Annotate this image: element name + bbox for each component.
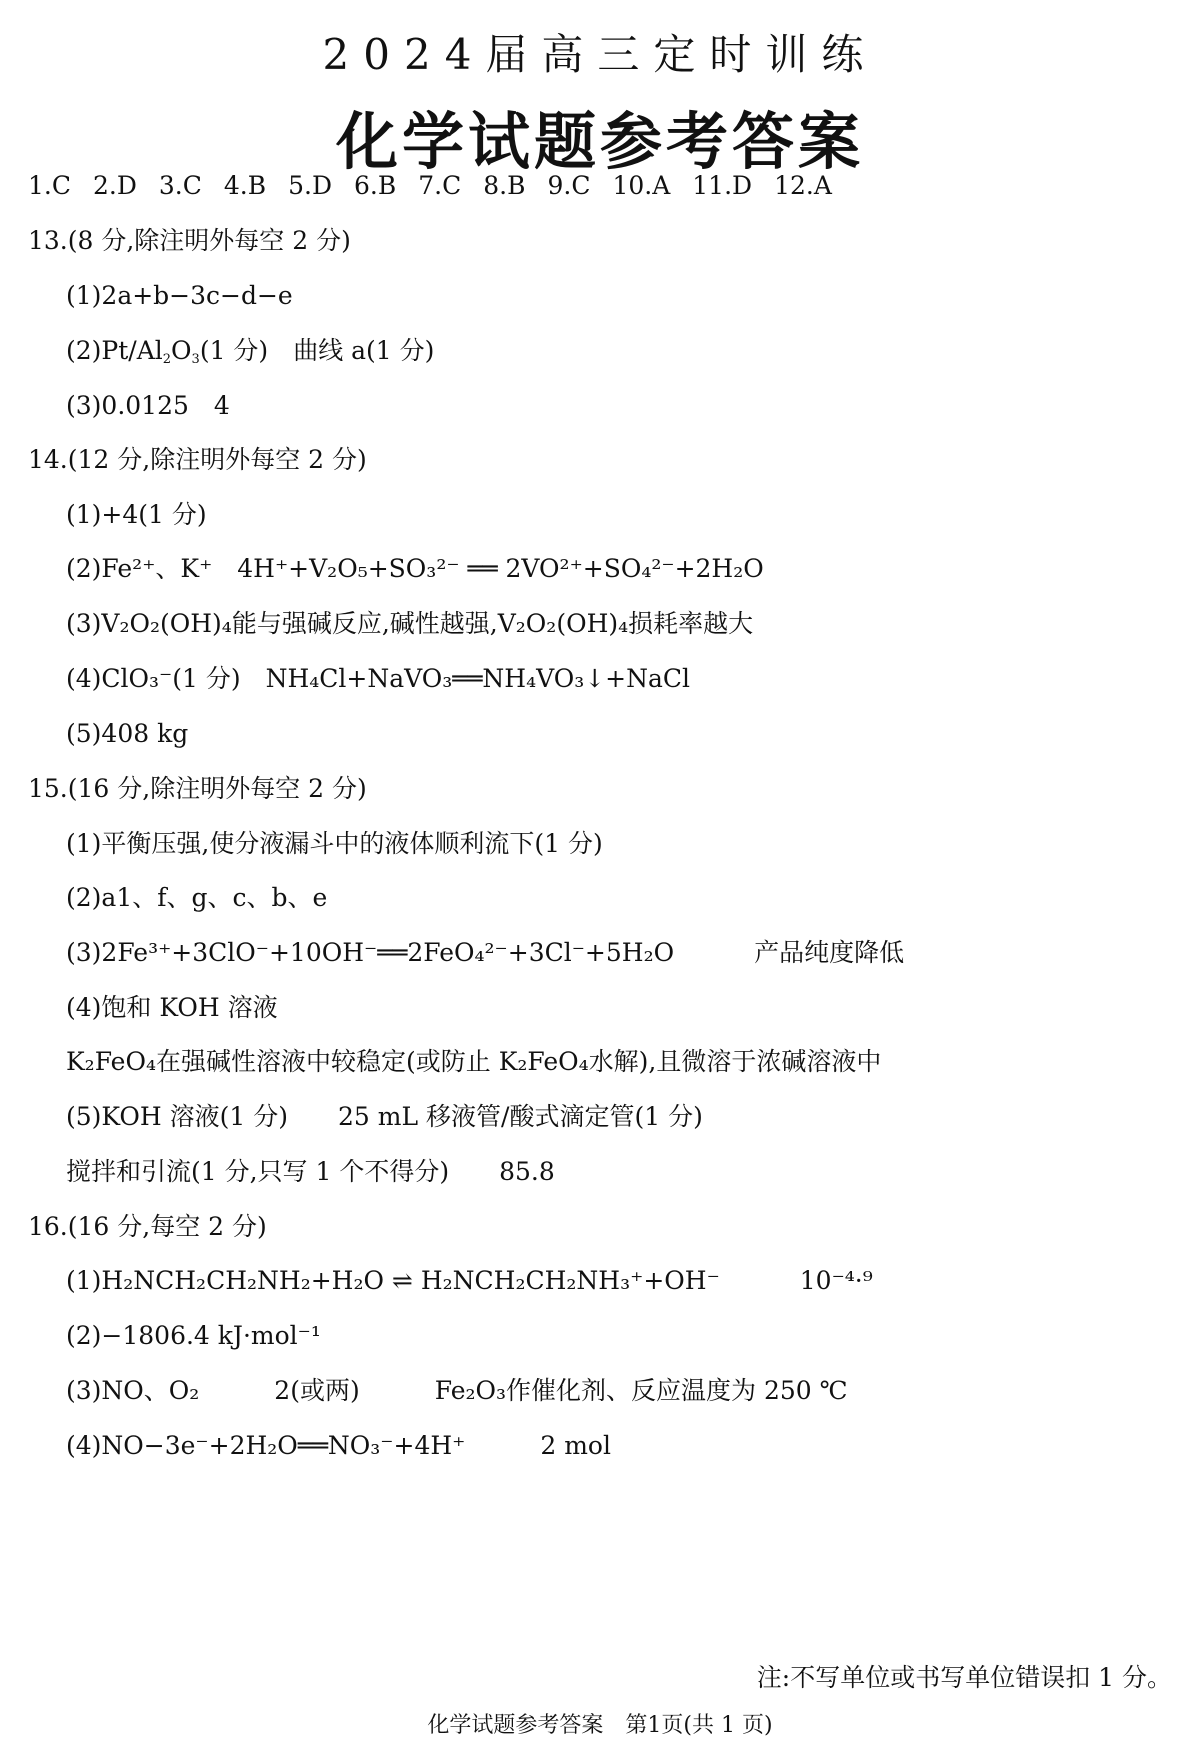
q15-part3 xyxy=(66,937,904,969)
q15-part5-extra: 搅拌和引流(1 分,只写 1 个不得分) 85.8 xyxy=(66,1157,555,1186)
q13-part1: (1)2a+b−3c−d−e xyxy=(66,281,293,310)
mc-answer: 12.A xyxy=(774,171,832,200)
q14-part5: (5)408 kg xyxy=(66,719,189,748)
mc-answer: 1.C xyxy=(28,171,71,200)
q13-part2-a: (2)Pt/Al xyxy=(66,336,163,365)
mc-answer: 10.A xyxy=(612,171,671,200)
q15-part5: (5)KOH 溶液(1 分) 25 mL 移液管/酸式滴定管(1 分) xyxy=(66,1102,703,1131)
q14-part2: (2)Fe²⁺、K⁺ 4H⁺+V₂O₅+SO₃²⁻ ══ 2VO²⁺+SO₄²⁻+2H₂O xyxy=(66,554,764,583)
mc-answer: 8.B xyxy=(483,171,526,200)
mc-answer: 3.C xyxy=(158,171,202,200)
q14-part4: (4)ClO₃⁻(1 分) NH₄Cl+NaVO₃══NH₄VO₃↓+NaCl xyxy=(66,664,691,693)
mc-answer: 9.C xyxy=(547,171,591,200)
q16-part3: (3)NO、O₂ 2(或两) Fe₂O₃作催化剂、反应温度为 250 ℃ xyxy=(66,1376,848,1405)
q13-part3: (3)0.0125 4 xyxy=(66,391,230,420)
q13-part2-b: O xyxy=(171,336,192,365)
q14-part3: (3)V₂O₂(OH)₄能与强碱反应,碱性越强,V₂O₂(OH)₄损耗率越大 xyxy=(66,609,754,638)
q15-part4-explanation: K₂FeO₄在强碱性溶液中较稳定(或防止 K₂FeO₄水解),且微溶于浓碱溶液中 xyxy=(66,1047,882,1076)
q14-heading: 14.(12 分,除注明外每空 2 分) xyxy=(28,445,367,474)
q13-part2: $(2)Pt/Al_2O_3(1$ 分) 曲线 a(1 分) xyxy=(66,336,435,367)
q15-heading: 15.(16 分,除注明外每空 2 分) xyxy=(28,774,367,803)
mc-answers xyxy=(28,170,854,202)
page-subtitle: 化学试题参考答案 xyxy=(335,105,864,178)
q15-part1: (1)平衡压强,使分液漏斗中的液体顺利流下(1 分) xyxy=(66,829,603,858)
footnote: 注:不写单位或书写单位错误扣 1 分。 xyxy=(756,1663,1172,1692)
mc-answer: 6.B xyxy=(354,171,397,200)
q15-part3-equation: (3)2Fe³⁺+3ClO⁻+10OH⁻══2FeO₄²⁻+3Cl⁻+5H₂O xyxy=(66,938,675,967)
q16-part2: (2)−1806.4 kJ·mol⁻¹ xyxy=(66,1321,321,1350)
mc-answer: 2.D xyxy=(92,171,137,200)
q15-part4: (4)饱和 KOH 溶液 xyxy=(66,993,278,1022)
q16-part1-value: 10⁻⁴·⁹ xyxy=(799,1266,873,1295)
mc-answer: 5.D xyxy=(288,171,333,200)
mc-answer: 11.D xyxy=(692,171,753,200)
q15-part3-result: 产品纯度降低 xyxy=(754,938,905,967)
page-title: 2024届高三定时训练 xyxy=(322,30,878,79)
q16-part1 xyxy=(66,1265,873,1297)
q13-heading: 13.(8 分,除注明外每空 2 分) xyxy=(28,226,351,255)
q14-part1: (1)+4(1 分) xyxy=(66,500,207,529)
q15-part2: (2)a1、f、g、c、b、e xyxy=(66,883,328,912)
mc-answer: 4.B xyxy=(223,171,267,200)
page-footer: 化学试题参考答案 第1页(共 1 页) xyxy=(427,1713,773,1738)
q13-part2-c: (1 分) 曲线 a(1 分) xyxy=(199,336,435,365)
mc-answer: 7.C xyxy=(418,171,462,200)
q16-part4: (4)NO−3e⁻+2H₂O══NO₃⁻+4H⁺ 2 mol xyxy=(66,1431,611,1460)
q16-part1-equation: (1)H₂NCH₂CH₂NH₂+H₂O ⇌ H₂NCH₂CH₂NH₃⁺+OH⁻ xyxy=(66,1266,720,1295)
q16-heading: 16.(16 分,每空 2 分) xyxy=(28,1212,267,1241)
